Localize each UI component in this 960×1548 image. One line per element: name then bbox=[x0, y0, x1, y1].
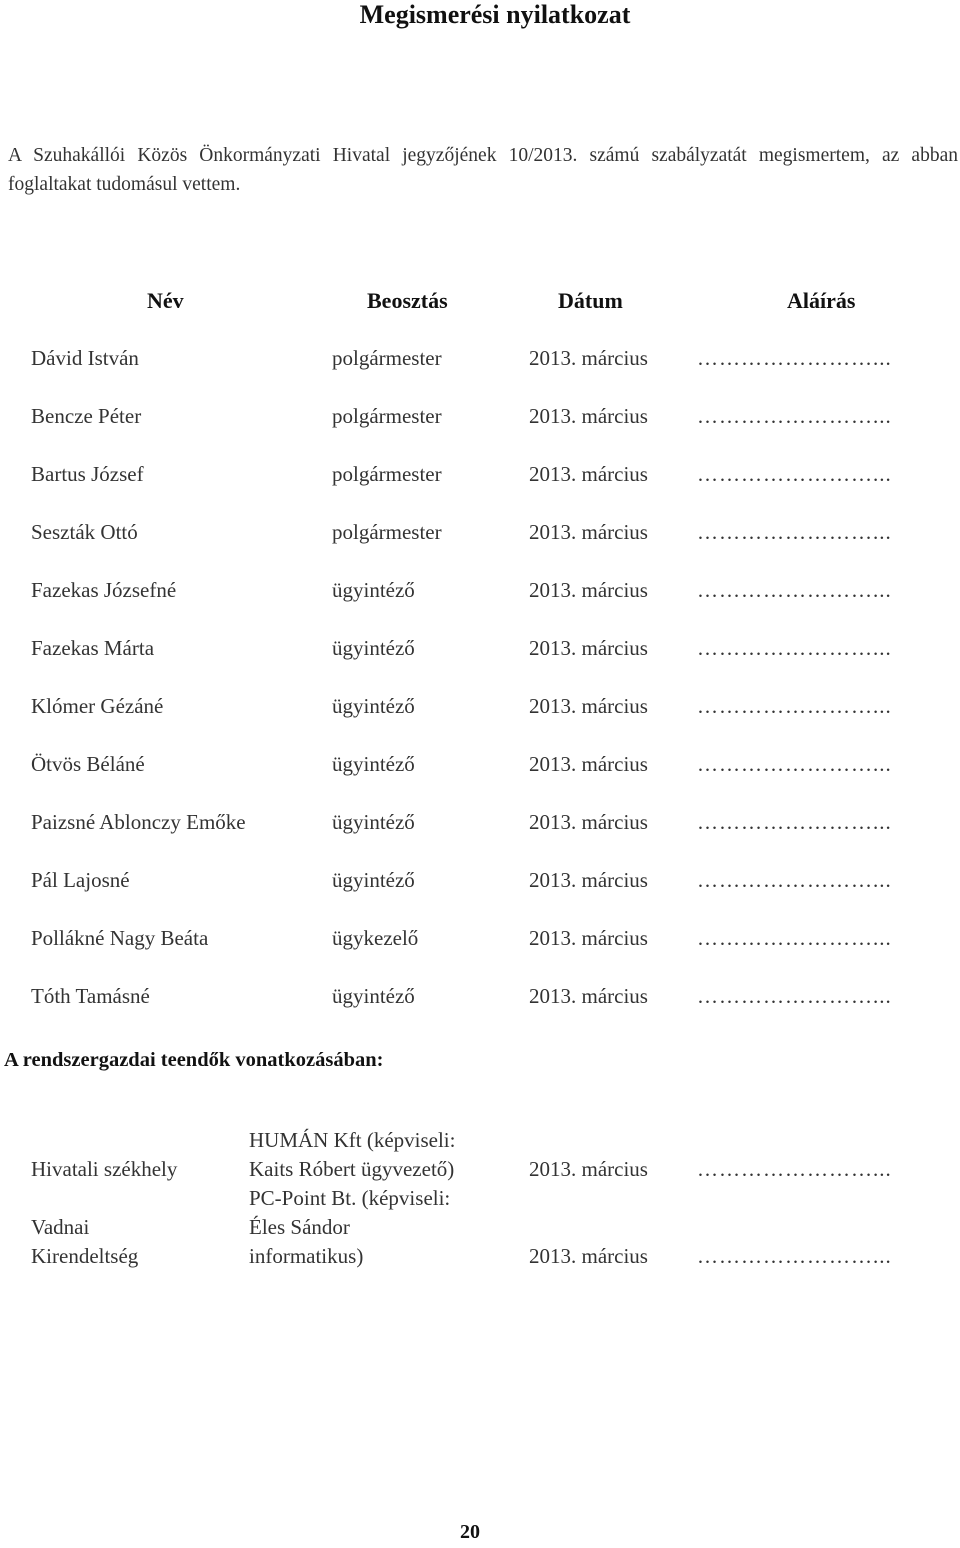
sign-date: 2013. március bbox=[529, 926, 648, 950]
signature-line: ……………………... bbox=[697, 694, 892, 718]
intro-paragraph: A Szuhakállói Közös Önkormányzati Hivatal jegyzőjének 10/2013. számú szabályzatát megismertem, az abban foglaltakat tudomásul vettem. bbox=[8, 145, 958, 195]
employee-position: ügyintéző bbox=[332, 752, 415, 776]
employee-position: ügykezelő bbox=[332, 926, 419, 950]
signature-line: ……………………... bbox=[697, 868, 892, 892]
employee-name: Bencze Péter bbox=[31, 404, 142, 428]
column-header-date: Dátum bbox=[558, 288, 623, 313]
table-row bbox=[0, 752, 960, 782]
table-row bbox=[0, 520, 960, 550]
employee-position: ügyintéző bbox=[332, 694, 415, 718]
admin-representative-line2: Éles Sándor bbox=[249, 1215, 350, 1239]
admin-signature-line: ……………………... bbox=[697, 1157, 892, 1181]
page-number: 20 bbox=[460, 1521, 480, 1543]
table-row bbox=[0, 578, 960, 608]
employee-name: Fazekas Józsefné bbox=[31, 578, 177, 602]
employee-name: Klómer Gézáné bbox=[31, 694, 164, 718]
column-header-signature: Aláírás bbox=[787, 288, 856, 313]
column-header-position: Beosztás bbox=[367, 288, 448, 313]
sign-date: 2013. március bbox=[529, 520, 648, 544]
signature-line: ……………………... bbox=[697, 578, 892, 602]
employee-name: Pollákné Nagy Beáta bbox=[31, 926, 209, 950]
section-heading-sysadmin: A rendszergazdai teendők vonatkozásában: bbox=[4, 1049, 384, 1071]
employee-position: ügyintéző bbox=[332, 810, 415, 834]
employee-position: ügyintéző bbox=[332, 578, 415, 602]
sign-date: 2013. március bbox=[529, 694, 648, 718]
page-title: Megismerési nyilatkozat bbox=[359, 0, 631, 29]
table-row bbox=[0, 694, 960, 724]
signature-line: ……………………... bbox=[697, 810, 892, 834]
employee-name: Fazekas Márta bbox=[31, 636, 155, 660]
admin-location: Hivatali székhely bbox=[31, 1157, 178, 1181]
employee-position: ügyintéző bbox=[332, 984, 415, 1008]
signature-line: ……………………... bbox=[697, 636, 892, 660]
sign-date: 2013. március bbox=[529, 462, 648, 486]
employee-name: Pál Lajosné bbox=[31, 868, 130, 892]
employee-name: Paizsné Ablonczy Emőke bbox=[31, 810, 246, 834]
admin-sign-date: 2013. március bbox=[529, 1244, 648, 1268]
admin-representative-line1: PC-Point Bt. (képviseli: bbox=[249, 1186, 451, 1210]
signature-line: ……………………... bbox=[697, 462, 892, 486]
signature-line: ……………………... bbox=[697, 404, 892, 428]
employee-name: Bartus József bbox=[31, 462, 144, 486]
employee-name: Seszták Ottó bbox=[31, 520, 138, 544]
sign-date: 2013. március bbox=[529, 346, 648, 370]
table-row bbox=[0, 636, 960, 666]
employee-position: polgármester bbox=[332, 462, 442, 486]
admin-signature-line: ……………………... bbox=[697, 1244, 892, 1268]
signature-line: ……………………... bbox=[697, 520, 892, 544]
signature-line: ……………………... bbox=[697, 926, 892, 950]
employee-position: polgármester bbox=[332, 346, 442, 370]
signature-line: ……………………... bbox=[697, 752, 892, 776]
employee-name: Dávid István bbox=[31, 346, 139, 370]
admin-representative-line3: informatikus) bbox=[249, 1244, 364, 1268]
table-row bbox=[0, 404, 960, 434]
employee-position: ügyintéző bbox=[332, 636, 415, 660]
employee-position: ügyintéző bbox=[332, 868, 415, 892]
signature-line: ……………………... bbox=[697, 984, 892, 1008]
sign-date: 2013. március bbox=[529, 868, 648, 892]
admin-representative-line2: Kaits Róbert ügyvezető) bbox=[249, 1157, 455, 1181]
employee-position: polgármester bbox=[332, 520, 442, 544]
table-row bbox=[0, 926, 960, 956]
employee-position: polgármester bbox=[332, 404, 442, 428]
table-row bbox=[0, 346, 960, 376]
sign-date: 2013. március bbox=[529, 984, 648, 1008]
column-header-name: Név bbox=[147, 288, 184, 313]
admin-location-line2: Kirendeltség bbox=[31, 1244, 139, 1268]
admin-representative-line1: HUMÁN Kft (képviseli: bbox=[249, 1128, 456, 1152]
sign-date: 2013. március bbox=[529, 810, 648, 834]
table-row bbox=[0, 810, 960, 840]
sign-date: 2013. március bbox=[529, 752, 648, 776]
table-row bbox=[0, 868, 960, 898]
admin-location-line1: Vadnai bbox=[31, 1215, 90, 1239]
employee-name: Ötvös Béláné bbox=[31, 752, 145, 776]
signature-line: ……………………... bbox=[697, 346, 892, 370]
sign-date: 2013. március bbox=[529, 578, 648, 602]
table-row bbox=[0, 984, 960, 1014]
sign-date: 2013. március bbox=[529, 636, 648, 660]
sign-date: 2013. március bbox=[529, 404, 648, 428]
table-row bbox=[0, 462, 960, 492]
employee-name: Tóth Tamásné bbox=[31, 984, 150, 1008]
admin-sign-date: 2013. március bbox=[529, 1157, 648, 1181]
